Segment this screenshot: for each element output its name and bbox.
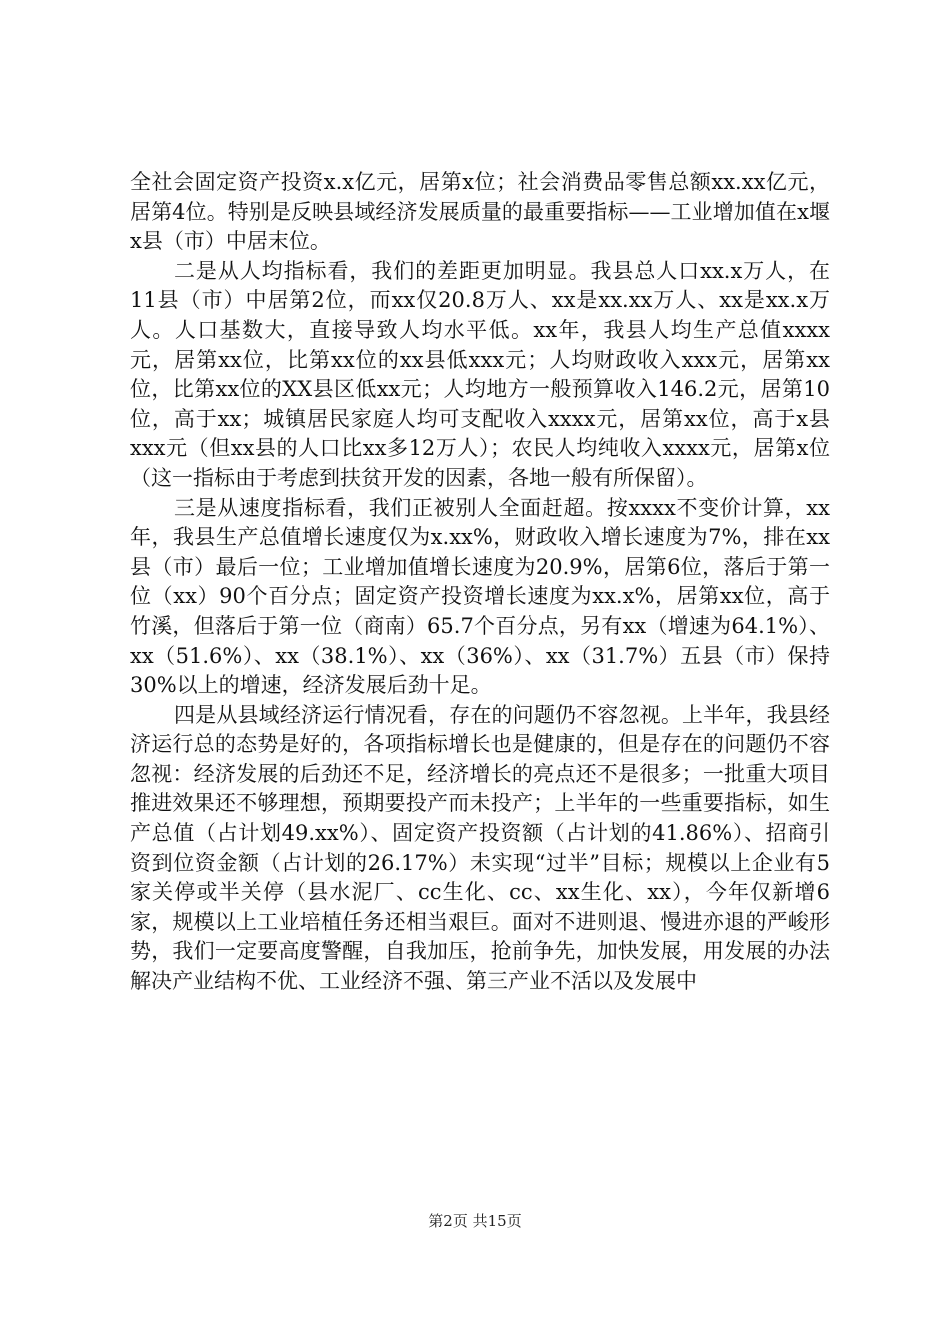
document-body (130, 168, 830, 997)
paragraph-growth-speed: 三是从速度指标看，我们正被别人全面赶超。按xxxx不变价计算，xx年，我县生产总值增长速度仅为x.xx%，财政收入增长速度为7%，排在xx县（市）最后一位；工业增加值增长速度为20.9%，居第6位，落后于第一位（xx）90个百分点；固定资产投资增长速度为xx.x%，居第xx位，高于竹溪，但落后于第一位（商南）65.7个百分点，另有xx（增速为64.1%）、xx（51.6%）、xx（38.1%）、xx（36%）、xx（31.7%）五县（市）保持30%以上的增速，经济发展后劲十足。 (130, 495, 830, 698)
page-footer: 第2页 共15页 (428, 1212, 522, 1230)
paragraph-continuation: 全社会固定资产投资x.x亿元，居第x位；社会消费品零售总额xx.xx亿元，居第4位。特别是反映县域经济发展质量的最重要指标——工业增加值在x堰x县（市）中居末位。 (130, 170, 830, 254)
paragraph-county-economy: 四是从县域经济运行情况看，存在的问题仍不容忽视。上半年，我县经济运行总的态势是好的，各项指标增长也是健康的，但是存在的问题仍不容忽视：经济发展的后劲还不足，经济增长的亮点还不是很多；一批重大项目推进效果还不够理想，预期要投产而未投产；上半年的一些重要指标，如生产总值（占计划49.xx%）、固定资产投资额（占计划的41.86%）、招商引资到位资金额（占计划的26.17%）未实现“过半”目标；规模以上企业有5家关停或半关停（县水泥厂、cc生化、cc、xx生化、xx），今年仅新增6家，规模以上工业培植任务还相当艰巨。面对不进则退、慢进亦退的严峻形势，我们一定要高度警醒，自我加压，抢前争先，加快发展，用发展的办法解决产业结构不优、工业经济不强、第三产业不活以及发展中 (130, 702, 830, 994)
paragraph-per-capita: 二是从人均指标看，我们的差距更加明显。我县总人口xx.x万人，在11县（市）中居第2位，而xx仅20.8万人、xx是xx.xx万人、xx是xx.x万人。人口基数大，直接导致人均水平低。xx年，我县人均生产总值xxxx元，居第xx位，比第xx位的xx县低xxx元；人均财政收入xxx元，居第xx位，比第xx位的XX县区低xx元；人均地方一般预算收入146.2元，居第10位，高于xx；城镇居民家庭人均可支配收入xxxx元，居第xx位，高于x县xxx元（但xx县的人口比xx多12万人）；农民人均纯收入xxxx元，居第x位（这一指标由于考虑到扶贫开发的因素，各地一般有所保留）。 (130, 258, 830, 490)
